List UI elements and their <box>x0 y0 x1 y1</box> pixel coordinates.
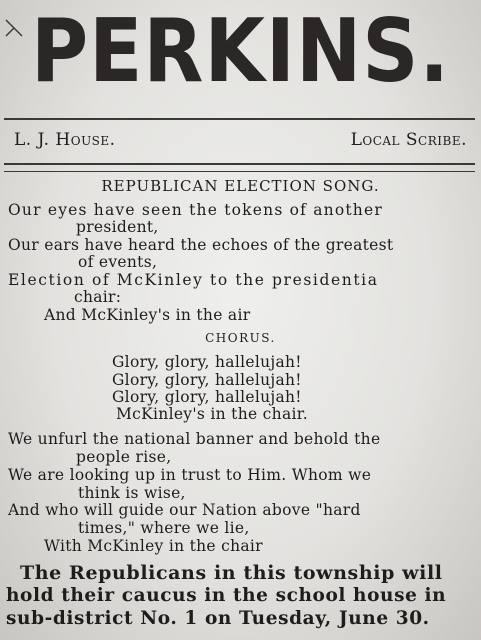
byline-role: Local Scribe. <box>350 130 467 150</box>
verse1-line: And McKinley's in the air <box>44 306 251 324</box>
verse1-line: president, <box>76 218 159 236</box>
notice-line: The Republicans in this township will <box>20 562 443 584</box>
chorus-line: Glory, glory, hallelujah! <box>112 388 302 406</box>
verse2-line: We unfurl the national banner and behold the <box>8 430 381 448</box>
double-rule <box>4 163 475 172</box>
verse2-line: times," where we lie, <box>78 519 250 537</box>
notice-line: hold their caucus in the school house in <box>6 585 447 606</box>
verse1-line: Our eyes have seen the tokens of another <box>8 201 383 219</box>
verse1-line: chair: <box>74 288 122 306</box>
verse1-line: Our ears have heard the echoes of the greatest <box>8 236 394 254</box>
verse1-line: Election of McKinley to the presidentia <box>8 271 379 289</box>
chorus-line: Glory, glory, hallelujah! <box>112 371 302 389</box>
notice-line: sub-district No. 1 on Tuesday, June 30. <box>6 608 430 629</box>
top-rule <box>4 118 475 120</box>
song-title: REPUBLICAN ELECTION SONG. <box>101 177 380 195</box>
byline <box>14 130 467 154</box>
byline-author: L. J. House. <box>14 130 116 150</box>
verse2-line: We are looking up in trust to Him. Whom we <box>8 466 372 484</box>
chorus-line: Glory, glory, hallelujah! <box>112 353 302 371</box>
verse2-line: With McKinley in the chair <box>44 537 263 555</box>
verse2-line: people rise, <box>76 448 172 466</box>
verse2-line: think is wise, <box>78 484 186 502</box>
chorus-label: CHORUS. <box>205 331 276 345</box>
verse1-line: of events, <box>78 253 158 271</box>
chorus-line: McKinley's in the chair. <box>116 405 308 423</box>
verse2-line: And who will guide our Nation above "hard <box>8 501 361 519</box>
masthead-title: PERKINS. <box>30 1 451 103</box>
